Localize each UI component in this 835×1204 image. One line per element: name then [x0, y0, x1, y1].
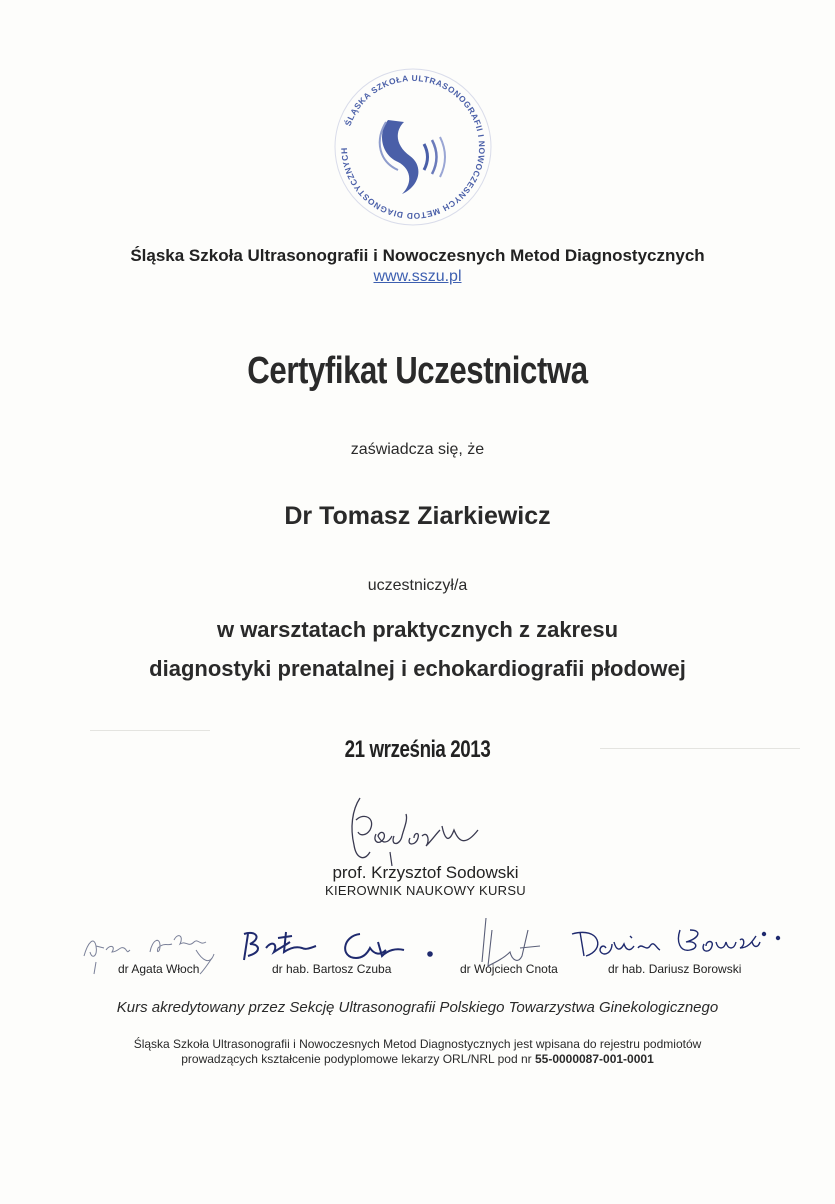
signature-czuba-second [345, 934, 432, 958]
registry-line-2-text: prowadzących kształcenie podyplomowe lekarzy ORL/NRL pod nr [181, 1052, 535, 1066]
accreditation-text: Kurs akredytowany przez Sekcję Ultrasonografii Polskiego Towarzystwa Ginekologicznego [116, 999, 719, 1016]
main-signatory-name: prof. Krzysztof Sodowski [332, 863, 519, 882]
organization-url-link[interactable]: www.sszu.pl [373, 268, 462, 285]
workshop-line-2: diagnostyki prenatalnej i echokardiografii płodowej [149, 656, 686, 681]
workshop-line-1: w warsztatach praktycznych z zakresu [216, 617, 619, 642]
registry-line-1: Śląska Szkoła Ultrasonografii i Nowoczesnych Metod Diagnostycznych jest wpisana do rejestru podmiotów [133, 1037, 702, 1051]
recipient-name: Dr Tomasz Ziarkiewicz [284, 502, 551, 530]
signature-dariusz-borowski [572, 930, 780, 956]
certificate-date: 21 września 2013 [344, 736, 491, 763]
organization-name: Śląska Szkoła Ultrasonografii i Nowoczesnych Metod Diagnostycznych [130, 246, 705, 265]
main-signatory-role: KIEROWNIK NAUKOWY KURSU [325, 883, 526, 898]
registry-number: 55-0000087-001-0001 [534, 1052, 654, 1066]
scan-line [90, 730, 210, 731]
signatory-name: dr Wojciech Cnota [460, 962, 558, 976]
main-signature [330, 790, 490, 870]
school-logo [328, 62, 498, 232]
registry-line-2 [0, 1052, 835, 1066]
signature-wojciech-cnota [482, 918, 540, 966]
certifies-text: zaświadcza się, że [350, 441, 485, 458]
participated-text: uczestniczył/a [367, 577, 468, 594]
signature-bartosz-czuba [244, 932, 316, 960]
signatory-name: dr hab. Bartosz Czuba [272, 962, 392, 976]
svg-text:ŚLĄSKA SZKOŁA ULTRASONOGRAFII: ŚLĄSKA SZKOŁA ULTRASONOGRAFII I NOWOCZESNYCH METOD DIAGNOSTYCZNYCH [338, 72, 488, 222]
certificate-title: Certyfikat Uczestnictwa [247, 350, 588, 392]
signatory-name: dr hab. Dariusz Borowski [608, 962, 742, 976]
signatory-name: dr Agata Włoch [118, 962, 200, 976]
